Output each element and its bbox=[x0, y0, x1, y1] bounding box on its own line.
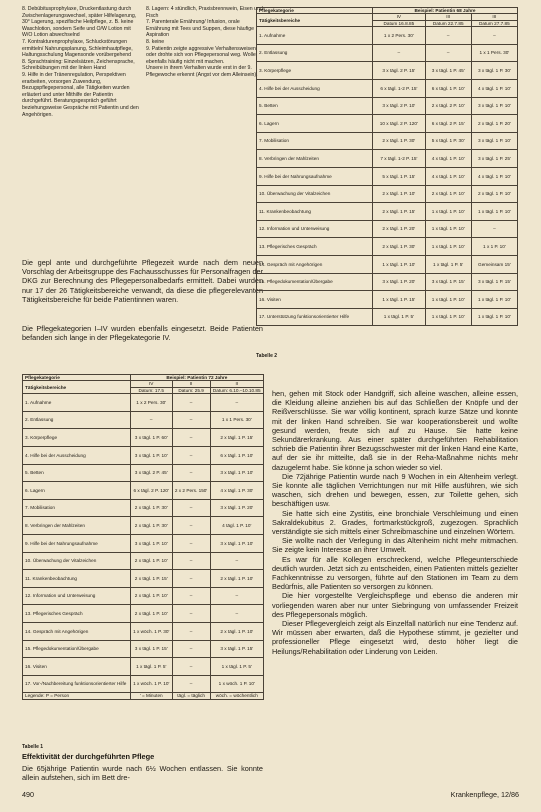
table-row bbox=[257, 185, 518, 203]
text-line: 9. Patientin zeigte aggressive Verhaltensweisen oder drohte sich von Pflegepersonal weg. Wolle ebenfalls häufig nicht mit machen. bbox=[146, 45, 256, 65]
row-label: 16. Visiten bbox=[257, 291, 373, 309]
table-row bbox=[23, 675, 264, 693]
table-header-roman: III bbox=[425, 14, 471, 20]
table-cell: 3 x tägl. 1 P. 20' bbox=[210, 499, 263, 517]
row-label: 16. Visiten bbox=[23, 658, 131, 676]
table-cell: 2 x tägl. 1 P. 30' bbox=[130, 499, 172, 517]
table-2-caption: Tabelle 2 bbox=[256, 353, 278, 359]
paragraph: Die 72jährige Patientin wurde nach 9 Wochen in ein Altenheim verlegt. Sie konnte alle täglichen Verrichtungen nur mit Hilfe ausführen, wie sich waschen, sich drehen und bewegen, essen, zur Toilette gehen, sich beschäftigen usw. bbox=[272, 471, 518, 509]
row-label: 6. Lagern bbox=[257, 115, 373, 133]
table-cell: 3 x tägl. 2 P. 45' bbox=[130, 464, 172, 482]
row-label: 3. Körperpflege bbox=[257, 62, 373, 80]
row-label: 12. Information und Unterweisung bbox=[257, 220, 373, 238]
table-cell: 2 x tägl. 1 P. 30' bbox=[373, 132, 426, 150]
row-label: 5. Betten bbox=[257, 97, 373, 115]
table-cell: – bbox=[471, 220, 517, 238]
table-cell: – bbox=[172, 394, 210, 412]
row-label: 10. Überwachung der Vitalzeichen bbox=[257, 185, 373, 203]
table-row bbox=[23, 587, 264, 605]
table-cell: 2 x tägl. 1 P. 30' bbox=[130, 517, 172, 535]
table-header-roman: IV bbox=[373, 14, 426, 20]
table-cell: 2 x tägl. 1 P. 20' bbox=[471, 115, 517, 133]
row-label: 11. Krankenbeobachtung bbox=[257, 203, 373, 221]
text-line: 7. Parenterale Ernährung/ Infusion, orale Ernährung mit Tees und Suppen, diese häufige Aspiration bbox=[146, 19, 255, 39]
table-row bbox=[257, 238, 518, 256]
table-header-activity: Tätigkeitsbereiche bbox=[257, 14, 373, 27]
table-cell: 5 x tägl. 1 P. 15' bbox=[373, 167, 426, 185]
table-header-category: Pflegekategorie bbox=[257, 8, 373, 14]
table-header-roman: IV bbox=[130, 381, 172, 387]
top-left-column-1 bbox=[22, 6, 140, 118]
row-label: 13. Pflegerisches Gespräch bbox=[23, 605, 131, 623]
right-column-text bbox=[272, 389, 518, 656]
table-cell: 1 x tägl. 1 P. 5' bbox=[373, 308, 426, 326]
table-row bbox=[257, 220, 518, 238]
table-row bbox=[257, 44, 518, 62]
table-cell: – bbox=[471, 27, 517, 45]
table-cell: 4 x tägl. 1 P. 10' bbox=[471, 80, 517, 98]
table-cell: 10 x tägl. 2 P. 120' bbox=[373, 115, 426, 133]
row-label: 12. Information und Unterweisung bbox=[23, 587, 131, 605]
paragraph: Sie hatte sich eine Zystitis, eine bronchiale Verschleimung und einen Sakraldekubitus 2. Grades, fortmarkstückgroß, zugezogen. Sprachlich verständigte sie sich mittels einer Schreibmaschine und einzelnen Wörtern. bbox=[272, 508, 518, 537]
table-cell: 4 x tägl. 1 P. 10' bbox=[471, 167, 517, 185]
table-cell: 3 x tägl. 2 P. 10' bbox=[373, 97, 426, 115]
table-cell: 6 x tägl. 1-2 P. 15' bbox=[373, 80, 426, 98]
table-cell: 2 x tägl. 1 P. 10' bbox=[130, 587, 172, 605]
table-row bbox=[23, 429, 264, 447]
table-1-body bbox=[23, 394, 264, 693]
paragraph: Die hier vorgestellte Vergleichspflege und ebenso die anderen mir vorliegenden waren aber nur unter Siebringung von umfassender Freizeit des Pflegepersonals möglich. bbox=[272, 591, 518, 619]
paragraph-pflegezeit: Die gepl ante und durchgeführte Pflegezeit wurde nach dem neuen Vorschlag der Arbeitsgruppe des Fachausschusses für Personalfragen der DKG zur Berechnung des Pflegepersonalbedarfs ermittelt. Dabei wurden nur 17 der 26 Tätigkeitsbereiche verwandt, da diese die pflegerelevanten Tätigkeitsbereiche für beide Patientinnen waren. bbox=[22, 258, 263, 304]
table-cell: – bbox=[373, 44, 426, 62]
paragraph: Dieser Pflegevergleich zeigt als Einzelfall natürlich nur eine Tendenz auf. Wir müssen aber erwarten, daß die Hypothese stimmt, je gezielter und professioneller Pflege eingesetzt wird, desto höher liegt die Heilungs/Rehabilitation oder Linderung von Leiden. bbox=[272, 619, 518, 656]
table-cell: – bbox=[210, 605, 263, 623]
table-header-roman: III bbox=[471, 14, 517, 20]
legend-cell: wöch. = wöchentlich bbox=[210, 693, 263, 699]
table-row bbox=[23, 622, 264, 640]
table-cell: – bbox=[172, 447, 210, 465]
table-cell: 1 x 1 P. 10' bbox=[471, 238, 517, 256]
table-cell: 3 x tägl. 1 P. 45' bbox=[425, 62, 471, 80]
table-cell: – bbox=[425, 27, 471, 45]
table-header-group: Beispiel: Patientin 72 Jahre bbox=[130, 375, 263, 381]
table-cell: 2 x tägl. 1 P. 15' bbox=[373, 203, 426, 221]
table-cell: 3 x tägl. 1 P. 15' bbox=[425, 273, 471, 291]
table-cell: 1 x wöch. 1 P. 10' bbox=[130, 675, 172, 693]
top-left-column-2 bbox=[146, 6, 264, 79]
table-cell: 1 x 2 Pers. 30' bbox=[130, 394, 172, 412]
table-row bbox=[23, 605, 264, 623]
table-cell: 2 x tägl. 1 P. 15' bbox=[130, 570, 172, 588]
table-cell: – bbox=[172, 622, 210, 640]
paragraph: Es war für alle Kollegen erschreckend, welche Pflegeunterschiede deutlich wurden. Jetzt sich zu entscheiden, einen Patienten mittels gezielter Fachkenntnisse zu versorgen, führte auf den Stationen im Team zu dem Bedürfnis, alle Patienten so versorgen zu können. bbox=[272, 554, 518, 592]
page-number: 490 bbox=[22, 790, 34, 799]
table-row bbox=[257, 203, 518, 221]
table-cell: – bbox=[172, 464, 210, 482]
table-cell: 5 x tägl. 1 P. 30' bbox=[425, 132, 471, 150]
table-cell: 2 x tägl. 1 P. 10' bbox=[425, 185, 471, 203]
table-cell: 1 x wöch. 1 P. 10' bbox=[210, 675, 263, 693]
table-cell: 6 x tägl. 1 P. 10' bbox=[425, 80, 471, 98]
table-cell: 2 x tägl. 1 P. 20' bbox=[373, 220, 426, 238]
table-cell: 3 x tägl. 2 P. 15' bbox=[373, 62, 426, 80]
table-row bbox=[257, 150, 518, 168]
table-cell: 1 x tägl. 1 P. 10' bbox=[425, 291, 471, 309]
text-line: 8. keine bbox=[146, 38, 165, 45]
table-cell: 3 x tägl. 1 P. 25' bbox=[471, 150, 517, 168]
table-row bbox=[23, 658, 264, 676]
table-header-date: Datum: 17.5 bbox=[130, 387, 172, 393]
paragraph-patient-65: Die 65jährige Patientin wurde nach 6½ Wochen entlassen. Sie konnte allein aufstehen, sich im Bett dre- bbox=[22, 764, 263, 783]
table-cell: – bbox=[172, 429, 210, 447]
table-cell: 3 x tägl. 1 P. 20' bbox=[373, 273, 426, 291]
table-cell: 3 x tägl. 1 P. 15' bbox=[130, 640, 172, 658]
table-row bbox=[257, 291, 518, 309]
table-header-date: Datum: 6.10.–10.10.85 bbox=[210, 387, 263, 393]
table-cell: 3 x tägl. 1 P. 15' bbox=[210, 640, 263, 658]
row-label: 6. Lagern bbox=[23, 482, 131, 500]
table-cell: 3 x tägl. 1 P. 10' bbox=[130, 534, 172, 552]
table-cell: – bbox=[172, 534, 210, 552]
table-row bbox=[23, 394, 264, 412]
table-cell: 4 x tägl. 1 P. 10' bbox=[425, 150, 471, 168]
row-label: 17. Vor-/Nachbereitung funktionsorientierter Hilfe bbox=[23, 675, 131, 693]
table-cell: 3 x tägl. 1 P. 30' bbox=[471, 62, 517, 80]
table-cell: 1 x tägl. 1 P. 10' bbox=[373, 255, 426, 273]
table-cell: 1 x tägl. 1 P. 10' bbox=[425, 220, 471, 238]
table-cell: – bbox=[130, 411, 172, 429]
table-row bbox=[23, 640, 264, 658]
table-cell: 1 x tägl. 1 P. 10' bbox=[425, 308, 471, 326]
table-row bbox=[257, 27, 518, 45]
table-header-roman: II bbox=[210, 381, 263, 387]
table-cell: 3 x tägl. 1 P. 10' bbox=[471, 132, 517, 150]
table-row bbox=[23, 499, 264, 517]
table-cell: 1 x 1 Pers. 30' bbox=[210, 411, 263, 429]
row-label: 14. Gespräch mit Angehörigen bbox=[257, 255, 373, 273]
row-label: 8. Verbringen der Mahlzeiten bbox=[23, 517, 131, 535]
table-cell: 2 x tägl. 2 P. 10' bbox=[425, 97, 471, 115]
table-row bbox=[257, 132, 518, 150]
table-row bbox=[257, 167, 518, 185]
table-cell: 2 x tägl. 1 P. 30' bbox=[373, 238, 426, 256]
table-header-category: Pflegekategorie bbox=[23, 375, 131, 381]
table-cell: – bbox=[172, 587, 210, 605]
table-row bbox=[23, 552, 264, 570]
table-row bbox=[23, 482, 264, 500]
table-header-roman: II bbox=[172, 381, 210, 387]
table-row bbox=[257, 97, 518, 115]
row-label: 7. Mobilisation bbox=[257, 132, 373, 150]
text-line: 8. Debübitusprophylaxe, Druckentlastung durch Zwischenlagerungswechsel, später Hilfelagerung, 30° Lagerung, spezifische Heilpflege, z. B. keine Waschlotion, sondern Seife und O/W Lotion mit W/O Lotion abwechselnd bbox=[22, 6, 137, 39]
table-cell: 6 x tägl. 2 P. 120' bbox=[130, 482, 172, 500]
table-cell: 6 x tägl. 1 P. 10' bbox=[210, 447, 263, 465]
table-row bbox=[23, 447, 264, 465]
table-header-activity: Tätigkeitsbereiche bbox=[23, 381, 131, 394]
section-heading: Effektivität der durchgeführten Pflege bbox=[22, 752, 155, 761]
table-row bbox=[257, 308, 518, 326]
table-row bbox=[257, 62, 518, 80]
table-cell: – bbox=[210, 587, 263, 605]
table-cell: 2 x tägl. 1 P. 10' bbox=[130, 552, 172, 570]
table-cell: 1 x tägl. 1 P. 15' bbox=[373, 291, 426, 309]
row-label: 10. Überwachung der Vitalzeichen bbox=[23, 552, 131, 570]
table-cell: – bbox=[172, 658, 210, 676]
table-cell: Gemeinsam 15' bbox=[471, 255, 517, 273]
row-label: 7. Mobilisation bbox=[23, 499, 131, 517]
row-label: 15. Pflegedokumentation/Übergabe bbox=[257, 273, 373, 291]
table-cell: 2 x tägl. 1 P. 15' bbox=[210, 429, 263, 447]
table-cell: – bbox=[210, 394, 263, 412]
table-cell: 3 x tägl. 1 P. 15' bbox=[471, 273, 517, 291]
table-cell: – bbox=[172, 411, 210, 429]
row-label: 9. Hilfe bei der Nahrungsaufnahme bbox=[23, 534, 131, 552]
row-label: 8. Verbringen der Mahlzeiten bbox=[257, 150, 373, 168]
row-label: 4. Hilfe bei der Ausscheidung bbox=[257, 80, 373, 98]
row-label: 5. Betten bbox=[23, 464, 131, 482]
legend-cell: tägl. = täglich bbox=[172, 693, 210, 699]
legend-cell: ' = Minuten bbox=[130, 693, 172, 699]
table-2 bbox=[256, 7, 518, 326]
table-cell: 1 x 1 Pers. 30' bbox=[471, 44, 517, 62]
table-cell: – bbox=[172, 605, 210, 623]
row-label: 2. Entlassung bbox=[23, 411, 131, 429]
row-label: 17. Unterstützung funktionsorientierter Hilfe bbox=[257, 308, 373, 326]
table-cell: 2 x tägl. 1 P. 10' bbox=[130, 605, 172, 623]
table-cell: – bbox=[210, 552, 263, 570]
table-cell: 3 x tägl. 1 P. 10' bbox=[130, 447, 172, 465]
table-cell: 2 x tägl. 1 P. 10' bbox=[471, 185, 517, 203]
table-cell: – bbox=[172, 640, 210, 658]
table-header-date: Datum 27.7.85 bbox=[471, 20, 517, 26]
table-row bbox=[23, 570, 264, 588]
table-cell: 3 x tägl. 1 P. 60' bbox=[130, 429, 172, 447]
table-cell: 4 tägl. 1 P. 10' bbox=[210, 517, 263, 535]
table-cell: 1 x tägl. 1 P. 10' bbox=[425, 203, 471, 221]
table-row bbox=[23, 534, 264, 552]
table-1 bbox=[22, 374, 264, 700]
table-cell: 1 x tägl. 1 P. 10' bbox=[471, 203, 517, 221]
table-row bbox=[257, 273, 518, 291]
table-cell: 4 x tägl. 1 P. 10' bbox=[425, 167, 471, 185]
table-cell: 1 x tägl. 1 P. 10' bbox=[471, 308, 517, 326]
table-cell: 7 x tägl. 1-2 P. 15' bbox=[373, 150, 426, 168]
table-row bbox=[23, 464, 264, 482]
table-cell: 1 x tägl. 1 P. 5' bbox=[425, 255, 471, 273]
row-label: 3. Körperpflege bbox=[23, 429, 131, 447]
paragraph-pflegekategorien: Die Pflegekategorien I–IV wurden ebenfalls eingesetzt. Beide Patienten befanden sich lange in der Pflegekategorie IV. bbox=[22, 324, 263, 343]
table-cell: 1 x tägl. 1 P. 5' bbox=[130, 658, 172, 676]
row-label: 4. Hilfe bei der Ausscheidung bbox=[23, 447, 131, 465]
table-header-date: Datum 16.8.85 bbox=[373, 20, 426, 26]
table-cell: – bbox=[172, 517, 210, 535]
table-cell: 1 x wöch. 1 P. 30' bbox=[130, 622, 172, 640]
table-cell: – bbox=[172, 552, 210, 570]
table-cell: 1 x tägl. 1 P. 10' bbox=[425, 238, 471, 256]
table-row bbox=[257, 115, 518, 133]
paragraph: Sie wollte nach der Verlegung in das Altenheim nicht mehr mitmachen. Sie zeigte kein Interesse an ihrer Umwelt. bbox=[272, 536, 518, 555]
row-label: 11. Krankenbeobachtung bbox=[23, 570, 131, 588]
table-cell: 3 x tägl. 1 P. 10' bbox=[210, 534, 263, 552]
text-line: 8. Sprachtraining: Einzelsätzen, Zeichensprache, Schreibübungen mit der linken Hand bbox=[22, 58, 135, 72]
row-label: 13. Pflegerisches Gespräch bbox=[257, 238, 373, 256]
table-header-date: Datum 22.7.85 bbox=[425, 20, 471, 26]
table-cell: 2 x tägl. 1 P. 10' bbox=[210, 570, 263, 588]
table-cell: 2 x tägl. 1 P. 10' bbox=[373, 185, 426, 203]
text-line: 8. Lagern: 4 stündlich, Praxisbrennwein, Eisen und Fisch bbox=[146, 6, 263, 19]
table-cell: 3 x tägl. 1 P. 10' bbox=[210, 464, 263, 482]
table-row bbox=[23, 411, 264, 429]
journal-footer: Krankenpflege, 12/86 bbox=[450, 790, 519, 799]
row-label: 1. Aufnahme bbox=[23, 394, 131, 412]
row-label: 9. Hilfe bei der Nahrungsaufnahme bbox=[257, 167, 373, 185]
paragraph: hen, gehen mit Stock oder Handgriff, sich alleine waschen, alleine essen, die Kleidung alleine anziehen bis auf das Schließen der Knöpfe und der Reißverschlüsse. Sie war völlig kontinent, sprach kurze Sätze und konnte mit der linken Hand schreiben. Sie war kooperationsbereit und wollte gesund werden, freute sich auf zu Hause. Sie hatte keine Sekundärerkrankung. Aus einer später durchgeführten Rehabilitation schrieb die Patientin ihrer Bezugsschwester mit der linken Hand eine Karte, auf der sie ihr mitteilte, daß sie in der Reha-Maßnahme nichts mehr dazugelernt habe. Sie könne ja schon wieder so viel. bbox=[272, 389, 518, 472]
table-cell: 1 x tägl. 1 P. 10' bbox=[471, 291, 517, 309]
text-line: 9. Hilfe in der Tränenregulation, Perspektiven erarbeiten, vorsorgen Zuwendung, Bezugspflegepersonal, alle Tätigkeiten wurden erläutert und unter Mithilfe der Patientin durchgeführt. Beratungsgespräch geführt beziehungsweise Gespräche mit Patientin und den Angehörigen. bbox=[22, 71, 139, 118]
text-line: 7. Kontrakturenprophylaxe, Schluckstörungen ermitteln/ Nahrungsplanung, Schleimhautpflege, Haltungsschulung Magensonde vorübergehend bbox=[22, 38, 133, 59]
row-label: 15. Pflegedokumentation/Übergabe bbox=[23, 640, 131, 658]
table-cell: – bbox=[172, 499, 210, 517]
table-cell: – bbox=[172, 570, 210, 588]
table-row bbox=[257, 80, 518, 98]
table-row bbox=[257, 255, 518, 273]
text-line: Unsere in ihrem Verhalten wurde erst in der 9. Pflegewoche erkennt (Angst vor dem Alleinsein). bbox=[146, 65, 258, 78]
table-header-date: Datum: 25.9 bbox=[172, 387, 210, 393]
legend-cell: Legende: P = Person bbox=[23, 693, 131, 699]
table-cell: 1 x tägl. 1 P. 5' bbox=[210, 658, 263, 676]
table-cell: 2 x 2 Pers. 150' bbox=[172, 482, 210, 500]
table-header-group: Beispiel: Patientin 68 Jahre bbox=[373, 8, 518, 14]
row-label: 14. Gespräch mit Angehörigen bbox=[23, 622, 131, 640]
table-cell: 1 x 2 Pers. 30' bbox=[373, 27, 426, 45]
table-cell: 3 x tägl. 1 P. 10' bbox=[471, 97, 517, 115]
table-2-body bbox=[257, 27, 518, 326]
table-cell: – bbox=[172, 675, 210, 693]
table-cell: 4 x tägl. 1 P. 30' bbox=[210, 482, 263, 500]
table-cell: 2 x tägl. 1 P. 10' bbox=[210, 622, 263, 640]
table-cell: – bbox=[425, 44, 471, 62]
row-label: 1. Aufnahme bbox=[257, 27, 373, 45]
table-1-caption: Tabelle 1 bbox=[22, 744, 44, 750]
table-row bbox=[23, 517, 264, 535]
table-cell: 6 x tägl. 2 P. 15' bbox=[425, 115, 471, 133]
row-label: 2. Entlassung bbox=[257, 44, 373, 62]
